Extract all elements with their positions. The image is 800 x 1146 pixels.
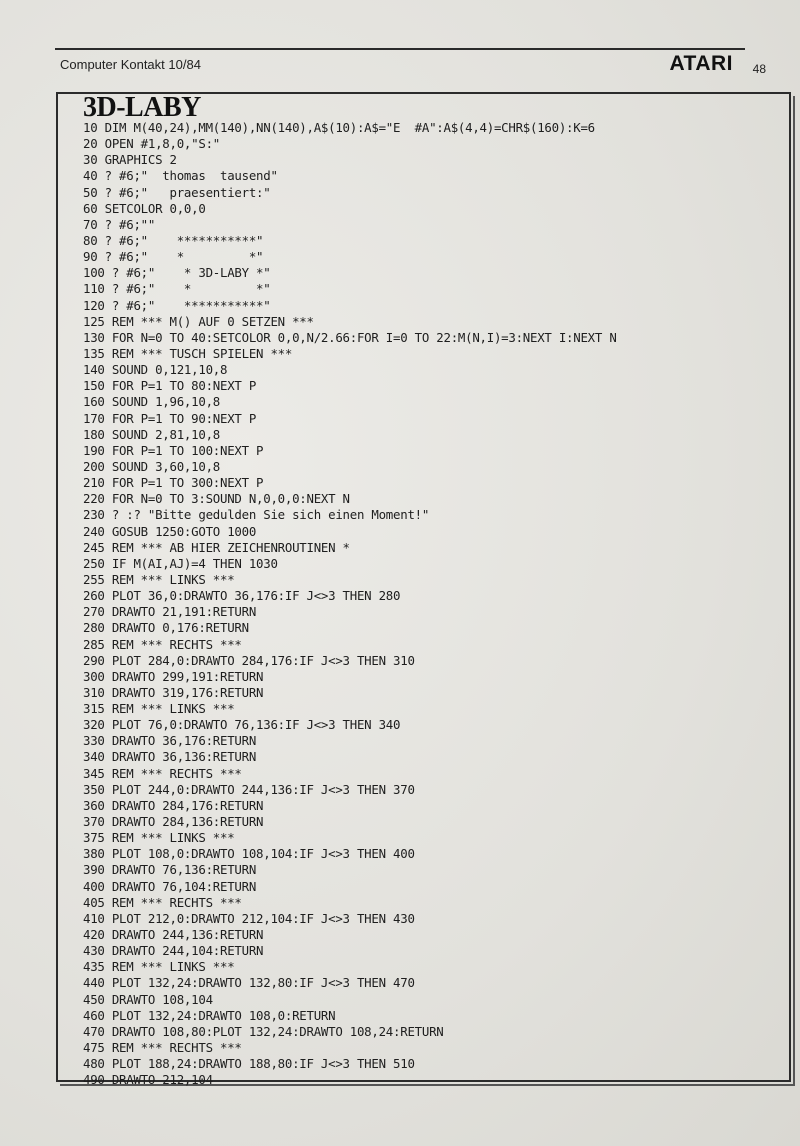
code-line: 490 DRAWTO 212,104 xyxy=(83,1072,213,1088)
code-line: 380 PLOT 108,0:DRAWTO 108,104:IF J<>3 THEN 400 xyxy=(83,846,415,862)
code-line: 300 DRAWTO 299,191:RETURN xyxy=(83,668,264,684)
code-line: 220 FOR N=0 TO 3:SOUND N,0,0,0:NEXT N xyxy=(83,491,350,507)
code-line: 10 DIM M(40,24),MM(140),NN(140),A$(10):A$="E #A":A$(4,4)=CHR$(160):K=6 xyxy=(83,120,595,135)
code-line: 180 SOUND 2,81,10,8 xyxy=(83,426,220,442)
code-line: 210 FOR P=1 TO 300:NEXT P xyxy=(83,475,264,491)
code-line: 350 PLOT 244,0:DRAWTO 244,136:IF J<>3 THEN 370 xyxy=(83,781,415,797)
code-line: 190 FOR P=1 TO 100:NEXT P xyxy=(83,442,264,458)
code-line: 255 REM *** LINKS *** xyxy=(83,571,235,587)
code-line: 80 ? #6;" ***********" xyxy=(83,232,264,248)
code-line: 240 GOSUB 1250:GOTO 1000 xyxy=(83,523,257,539)
code-line: 230 ? :? "Bitte gedulden Sie sich einen Moment!" xyxy=(83,507,430,523)
code-line: 150 FOR P=1 TO 80:NEXT P xyxy=(83,378,257,394)
code-line: 70 ? #6;"" xyxy=(83,216,156,232)
code-line: 40 ? #6;" thomas tausend" xyxy=(83,168,278,184)
code-line: 120 ? #6;" ***********" xyxy=(83,297,271,313)
code-line: 60 SETCOLOR 0,0,0 xyxy=(83,200,206,216)
code-line: 315 REM *** LINKS *** xyxy=(83,701,235,717)
code-line: 475 REM *** RECHTS *** xyxy=(83,1040,242,1056)
code-line: 400 DRAWTO 76,104:RETURN xyxy=(83,878,257,894)
code-line: 290 PLOT 284,0:DRAWTO 284,176:IF J<>3 THEN 310 xyxy=(83,652,415,668)
code-line: 250 IF M(AI,AJ)=4 THEN 1030 xyxy=(83,555,278,571)
listing-box xyxy=(56,92,791,1088)
code-line: 345 REM *** RECHTS *** xyxy=(83,765,242,781)
code-line: 480 PLOT 188,24:DRAWTO 188,80:IF J<>3 THEN 510 xyxy=(83,1056,415,1072)
code-line: 330 DRAWTO 36,176:RETURN xyxy=(83,733,257,749)
code-line: 435 REM *** LINKS *** xyxy=(83,959,235,975)
code-line: 460 PLOT 132,24:DRAWTO 108,0:RETURN xyxy=(83,1007,336,1023)
code-line: 170 FOR P=1 TO 90:NEXT P xyxy=(83,410,257,426)
code-line: 390 DRAWTO 76,136:RETURN xyxy=(83,862,257,878)
code-line: 470 DRAWTO 108,80:PLOT 132,24:DRAWTO 108,24:RETURN xyxy=(83,1023,444,1039)
code-line: 30 GRAPHICS 2 xyxy=(83,152,177,168)
code-line: 100 ? #6;" * 3D-LABY *" xyxy=(83,265,271,281)
code-line: 160 SOUND 1,96,10,8 xyxy=(83,394,220,410)
code-line: 340 DRAWTO 36,136:RETURN xyxy=(83,749,257,765)
code-line: 370 DRAWTO 284,136:RETURN xyxy=(83,814,264,830)
code-line: 285 REM *** RECHTS *** xyxy=(83,636,242,652)
code-line: 430 DRAWTO 244,104:RETURN xyxy=(83,943,264,959)
code-line: 360 DRAWTO 284,176:RETURN xyxy=(83,797,264,813)
code-line: 50 ? #6;" praesentiert:" xyxy=(83,184,271,200)
program-title: 3D-LABY xyxy=(83,92,201,123)
code-line: 110 ? #6;" * *" xyxy=(83,281,271,297)
code-line: 20 OPEN #1,8,0,"S:" xyxy=(83,136,220,152)
code-line: 320 PLOT 76,0:DRAWTO 76,136:IF J<>3 THEN 340 xyxy=(83,717,401,733)
code-line: 410 PLOT 212,0:DRAWTO 212,104:IF J<>3 THEN 430 xyxy=(83,910,415,926)
code-line: 280 DRAWTO 0,176:RETURN xyxy=(83,620,249,636)
code-line: 140 SOUND 0,121,10,8 xyxy=(83,362,228,378)
magazine-issue: Computer Kontakt 10/84 xyxy=(60,57,201,72)
code-line: 405 REM *** RECHTS *** xyxy=(83,894,242,910)
code-line: 245 REM *** AB HIER ZEICHENROUTINEN * xyxy=(83,539,350,555)
code-line: 375 REM *** LINKS *** xyxy=(83,830,235,846)
code-line: 125 REM *** M() AUF 0 SETZEN *** xyxy=(83,313,314,329)
code-line: 450 DRAWTO 108,104 xyxy=(83,991,213,1007)
code-line: 200 SOUND 3,60,10,8 xyxy=(83,458,220,474)
code-line: 270 DRAWTO 21,191:RETURN xyxy=(83,604,257,620)
header-rule xyxy=(55,48,745,50)
code-listing xyxy=(83,120,617,1088)
code-line: 310 DRAWTO 319,176:RETURN xyxy=(83,684,264,700)
code-line: 260 PLOT 36,0:DRAWTO 36,176:IF J<>3 THEN 280 xyxy=(83,588,401,604)
code-line: 90 ? #6;" * *" xyxy=(83,249,264,265)
code-line: 130 FOR N=0 TO 40:SETCOLOR 0,0,N/2.66:FOR I=0 TO 22:M(N,I)=3:NEXT I:NEXT N xyxy=(83,329,617,345)
code-line: 135 REM *** TUSCH SPIELEN *** xyxy=(83,345,293,361)
page-header xyxy=(55,40,766,80)
code-line: 440 PLOT 132,24:DRAWTO 132,80:IF J<>3 THEN 470 xyxy=(83,975,415,991)
brand-name: ATARI xyxy=(669,52,733,75)
code-line: 420 DRAWTO 244,136:RETURN xyxy=(83,927,264,943)
page-number: 48 xyxy=(752,62,766,76)
